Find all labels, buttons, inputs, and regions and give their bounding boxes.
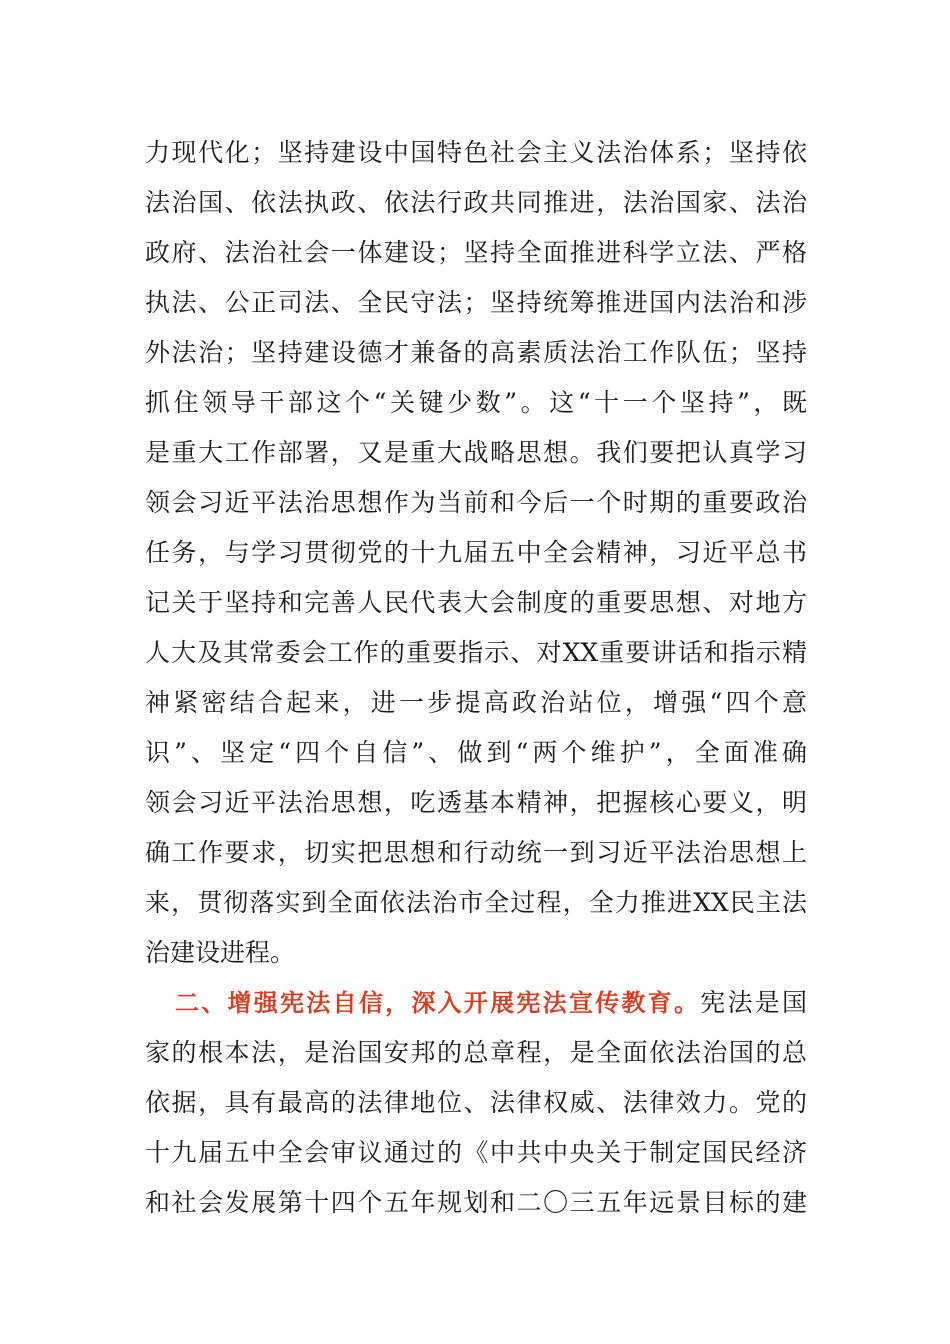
text-line: 神紧密结合起来，进一步提高政治站位，增强“四个意: [145, 688, 807, 717]
text-line: 抓住领导干部这个“关键少数”。这“十一个坚持”，既: [145, 388, 807, 417]
section-heading: 二、增强宪法自信，深入开展宪法宣传教育。: [175, 989, 701, 1017]
text-line: 领会习近平法治思想，吃透基本精神，把握核心要义，明: [145, 788, 807, 817]
paragraph-1: [145, 128, 807, 978]
text-line: 治建设进程。: [145, 938, 296, 967]
text-line: 确工作要求，切实把思想和行动统一到习近平法治思想上: [145, 838, 807, 867]
text-line: 人大及其常委会工作的重要指示、对XX重要讲话和指示精: [145, 638, 807, 667]
text-line: 领会习近平法治思想作为当前和今后一个时期的重要政治: [145, 488, 807, 517]
text-line: 任务，与学习贯彻党的十九届五中全会精神，习近平总书: [145, 538, 807, 567]
text-line: 是重大工作部署，又是重大战略思想。我们要把认真学习: [145, 438, 807, 467]
text-line: 来，贯彻落实到全面依法治市全过程，全力推进XX民主法: [145, 888, 807, 917]
text-line: 政府、法治社会一体建设；坚持全面推进科学立法、严格: [145, 238, 807, 267]
text-line: 家的根本法，是治国安邦的总章程，是全面依法治国的总: [145, 1038, 807, 1067]
text-line: 力现代化；坚持建设中国特色社会主义法治体系；坚持依: [145, 138, 807, 167]
text-line: 记关于坚持和完善人民代表大会制度的重要思想、对地方: [145, 588, 807, 617]
text-line: 外法治；坚持建设德才兼备的高素质法治工作队伍；坚持: [145, 338, 807, 367]
text-line: 依据，具有最高的法律地位、法律权威、法律效力。党的: [145, 1088, 807, 1117]
document-body: [145, 128, 807, 1228]
text-line: 识”、坚定“四个自信”、做到“两个维护”，全面准确: [145, 738, 807, 767]
text-line: 和社会发展第十四个五年规划和二〇三五年远景目标的建: [145, 1188, 807, 1217]
text-run: 宪法是国: [700, 988, 807, 1017]
text-line: 法治国、依法执政、依法行政共同推进，法治国家、法治: [145, 188, 807, 217]
paragraph-2: [145, 978, 807, 1228]
text-line: 十九届五中全会审议通过的《中共中央关于制定国民经济: [145, 1138, 807, 1167]
paragraph-first-line: [145, 978, 807, 1028]
text-line: 执法、公正司法、全民守法；坚持统筹推进国内法治和涉: [145, 288, 807, 317]
